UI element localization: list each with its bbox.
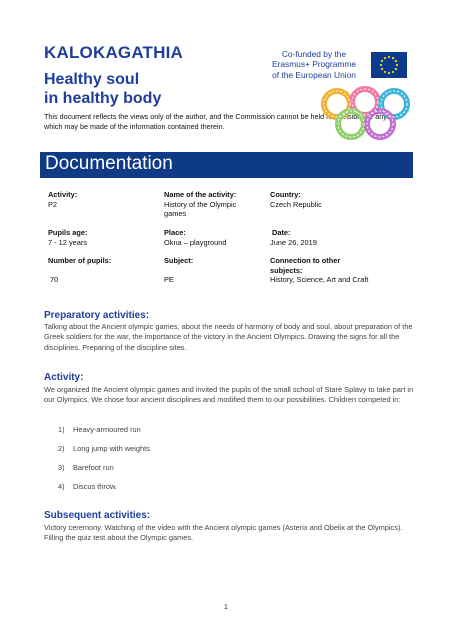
activity-name-value-1: History of the Olympic [164,199,237,209]
list-item [58,425,141,434]
activity-field [48,190,77,209]
list-item-label: Discus throw. [73,482,117,491]
subsequent-text: Victory ceremony. Watching of the video with the Ancient olympic games (Asterix and Obelix at the Olympics). Filling the quiz test about the Olympic games. [44,523,403,543]
subject-field [164,256,193,284]
subject-value: PE [164,274,174,284]
country-field [270,190,322,209]
activity-heading: Activity: [44,372,84,383]
eu-star-icon [381,60,383,62]
brand-title: KALOKAGATHIA [44,43,184,62]
connection-value: History, Science, Art and Craft [270,275,369,284]
activity-name-label: Name of the activity: [164,190,237,199]
pupils-count-value: 70 [50,274,59,284]
eu-star-icon [380,64,382,66]
activity-label: Activity: [48,190,78,199]
country-value: Czech Republic [270,199,322,209]
project-subtitle [44,70,161,108]
list-item [58,482,117,491]
connection-label-2: subjects: [270,265,303,275]
cofund-line-1: Co-funded by the [281,49,347,59]
list-item-number: 3) [58,463,65,472]
documentation-title: Documentation [45,153,173,174]
list-item [58,463,114,472]
pupils-count-field [48,256,111,284]
list-item-number: 2) [58,444,65,453]
eu-star-icon [381,68,383,70]
date-value: June 26, 2019 [270,237,317,247]
pupils-age-field [48,228,87,247]
connection-field [270,256,368,285]
pupils-age-value: 7 - 12 years [48,237,88,247]
list-item-label: Long jump with weights [73,444,150,453]
country-label: Country: [270,190,301,199]
documentation-banner [40,152,413,178]
cofund-line-3: of the European Union [272,69,356,80]
place-field [164,228,226,247]
list-item-label: Barefoot run [73,463,114,472]
subtitle-line-2: in healthy body [44,90,162,107]
place-value: Okna – playground [164,237,227,247]
date-label: Date: [272,228,291,237]
page-number: 1 [223,602,229,611]
subject-label: Subject: [164,256,194,265]
eu-star-icon [392,57,394,59]
eu-star-icon [388,72,390,74]
pupils-count-label: Number of pupils: [48,256,112,265]
list-item-number: 1) [58,425,65,434]
list-item [58,444,150,453]
eu-star-icon [384,71,386,73]
cofunded-text [268,49,360,80]
place-label: Place: [164,228,186,237]
eu-star-icon [395,68,397,70]
pupils-age-label: Pupils age: [48,228,88,237]
date-field [270,228,317,247]
list-item-label: Heavy-armoured run [73,425,141,434]
eu-star-icon [388,56,390,58]
activity-text: We organized the Ancient olympic games and invited the pupils of the small school of Staré Splavy to take part in our Olympics. We chose four ancient disciplines and modified them to our possibilities. Children competed in: [44,385,414,405]
activity-value: P2 [48,199,58,209]
preparatory-heading: Preparatory activities: [44,310,150,321]
cofund-line-2: Erasmus+ Programme [271,59,356,70]
subtitle-line-1: Healthy soul [44,71,140,88]
preparatory-text: Talking about the Ancient olympic games, about the needs of harmony of body and soul, about preparation of the Greek soldiers for the war, the importance of the victory in the Ancient Olympics. Drawing the signs for all the disciplines. Preparing of the discipline sites. [44,322,413,352]
subsequent-heading: Subsequent activities: [44,510,151,521]
eu-flag-icon [371,52,407,78]
connection-label-1: Connection to other [270,256,341,265]
activity-name-field [164,190,236,219]
eu-star-icon [384,57,386,59]
eu-star-icon [392,71,394,73]
olympic-rings-logo [318,82,418,144]
list-item-number: 4) [58,482,65,491]
disclaimer-text: This document reflects the views only of the author, and the Commission cannot be held responsible for any use which may be made of the information contained therein. [44,112,401,132]
eu-star-icon [396,64,398,66]
activity-name-value-2: games [164,209,187,218]
eu-star-icon [395,60,397,62]
